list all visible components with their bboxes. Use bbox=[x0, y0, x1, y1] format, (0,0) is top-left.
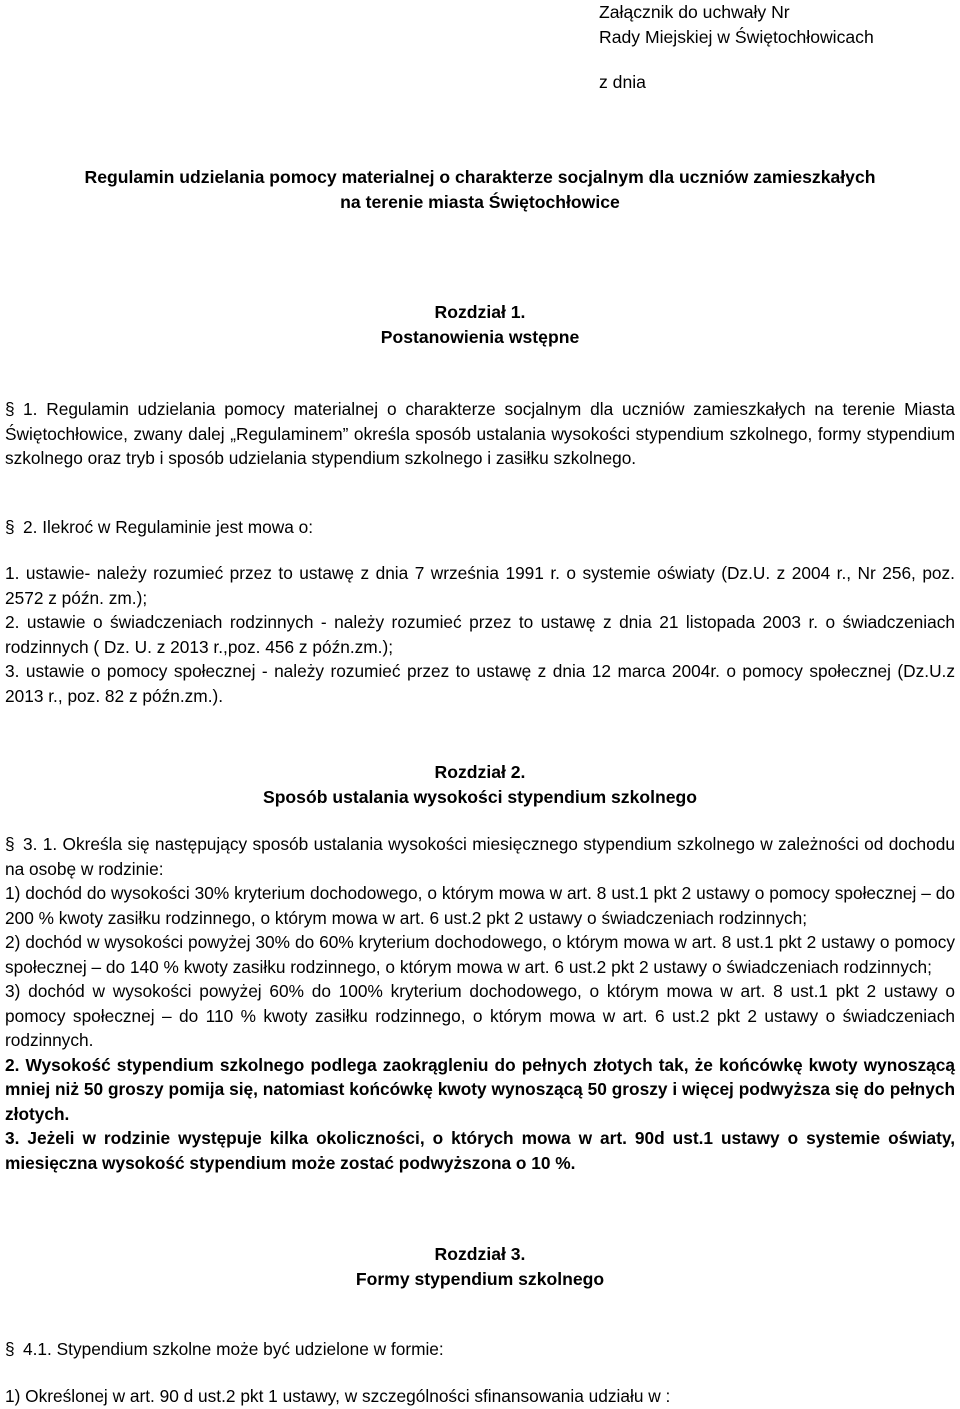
header-line-3: z dnia bbox=[599, 72, 646, 92]
section-4-item-1: 1) Określonej w art. 90 d ust.2 pkt 1 ustawy, w szczególności sfinansowania udziału w : bbox=[5, 1386, 671, 1406]
section-2-items bbox=[5, 561, 955, 708]
section-sign: § bbox=[5, 517, 15, 537]
chapter-2-name: Sposób ustalania wysokości stypendium szkolnego bbox=[262, 787, 698, 807]
section-sign: § bbox=[5, 399, 15, 419]
chapter-2-heading bbox=[0, 760, 960, 810]
header-line-2: Rady Miejskiej w Świętochłowicach bbox=[599, 27, 874, 47]
chapter-1-label: Rozdział 1. bbox=[434, 302, 526, 322]
section-2-intro: § 2. Ilekroć w Regulaminie jest mowa o: bbox=[5, 515, 955, 540]
attachment-header bbox=[599, 0, 939, 95]
chapter-3-heading bbox=[0, 1242, 960, 1292]
section-2-item-2: 2. ustawie o świadczeniach rodzinnych - należy rozumieć przez to ustawę z dnia 21 listopada 2003 r. o świadczeniach rodzinnych ( Dz. U. z 2013 r.,poz. 456 z późn.zm.); bbox=[5, 612, 955, 657]
section-1-text: § 1. Regulamin udzielania pomocy materialnej o charakterze socjalnym dla uczniów zamieszkałych na terenie Miasta Świętochłowice, zwany dalej „Regulaminem” określa sposób ustalania wysokości stypendium szkolnego, formy stypendium szkolnego oraz tryb i sposób udzielania stypendium szkolnego i zasiłku szkolnego. bbox=[5, 399, 955, 468]
title-line-1: Regulamin udzielania pomocy materialnej o charakterze socjalnym dla uczniów zamieszkałych bbox=[84, 167, 876, 187]
section-1 bbox=[5, 397, 955, 471]
chapter-3-name: Formy stypendium szkolnego bbox=[355, 1269, 605, 1289]
section-4-items bbox=[5, 1384, 955, 1409]
section-2-item-3: 3. ustawie o pomocy społecznej - należy rozumieć przez to ustawę z dnia 12 marca 2004r. o pomocy społecznej (Dz.U.z 2013 r., poz. 82 z późn.zm.). bbox=[5, 661, 955, 706]
section-3 bbox=[5, 832, 955, 1175]
section-3-item-1: 1) dochód do wysokości 30% kryterium dochodowego, o którym mowa w art. 8 ust.1 pkt 2 ustawy o pomocy społecznej – do 200 % kwoty zasiłku rodzinnego, o którym mowa w art. 6 ust.2 pkt 2 ustawy o świadczeniach rodzinnych; bbox=[5, 883, 955, 928]
chapter-2-label: Rozdział 2. bbox=[434, 762, 526, 782]
chapter-1-name: Postanowienia wstępne bbox=[380, 327, 580, 347]
section-3-item-3: 3) dochód w wysokości powyżej 60% do 100% kryterium dochodowego, o którym mowa w art. 8 ust.1 pkt 2 ustawy o pomocy społecznej – do 110 % kwoty zasiłku rodzinnego, o którym mowa w art. 6 ust.2 pkt 2 ustawy o świadczeniach rodzinnych. bbox=[5, 981, 955, 1050]
section-3-intro: § 3. 1. Określa się następujący sposób ustalania wysokości miesięcznego stypendium szkolnego w zależności od dochodu na osobę w rodzinie: bbox=[5, 834, 955, 879]
section-sign: § bbox=[5, 1339, 15, 1359]
document-title bbox=[0, 165, 960, 215]
section-4-intro: § 4.1. Stypendium szkolne może być udzielone w formie: bbox=[5, 1337, 955, 1362]
title-line-2: na terenie miasta Świętochłowice bbox=[340, 192, 620, 212]
header-line-1: Załącznik do uchwały Nr bbox=[599, 2, 790, 22]
section-2 bbox=[5, 515, 955, 540]
section-3-point-2: 2. Wysokość stypendium szkolnego podlega zaokrągleniu do pełnych złotych tak, że końcówkę kwoty wynoszącą mniej niż 50 groszy pomija się, natomiast końcówkę kwoty wynoszącą 50 groszy i więcej podwyższa się do pełnych złotych. bbox=[5, 1054, 955, 1124]
section-sign: § bbox=[5, 834, 15, 854]
section-4 bbox=[5, 1337, 955, 1362]
section-3-item-2: 2) dochód w wysokości powyżej 30% do 60% kryterium dochodowego, o którym mowa w art. 8 ust.1 pkt 2 ustawy o pomocy społecznej – do 140 % kwoty zasiłku rodzinnego, o którym mowa w art. 6 ust.2 pkt 2 ustawy o świadczeniach rodzinnych; bbox=[5, 932, 955, 977]
section-3-point-3: 3. Jeżeli w rodzinie występuje kilka okoliczności, o których mowa w art. 90d ust.1 ustawy o systemie oświaty, miesięczna wysokość stypendium może zostać podwyższona o 10 %. bbox=[5, 1128, 955, 1173]
chapter-1-heading bbox=[0, 300, 960, 350]
section-2-item-1: 1. ustawie- należy rozumieć przez to ustawę z dnia 7 września 1991 r. o systemie oświaty (Dz.U. z 2004 r., Nr 256, poz. 2572 z późn. zm.); bbox=[5, 563, 955, 608]
chapter-3-label: Rozdział 3. bbox=[434, 1244, 526, 1264]
